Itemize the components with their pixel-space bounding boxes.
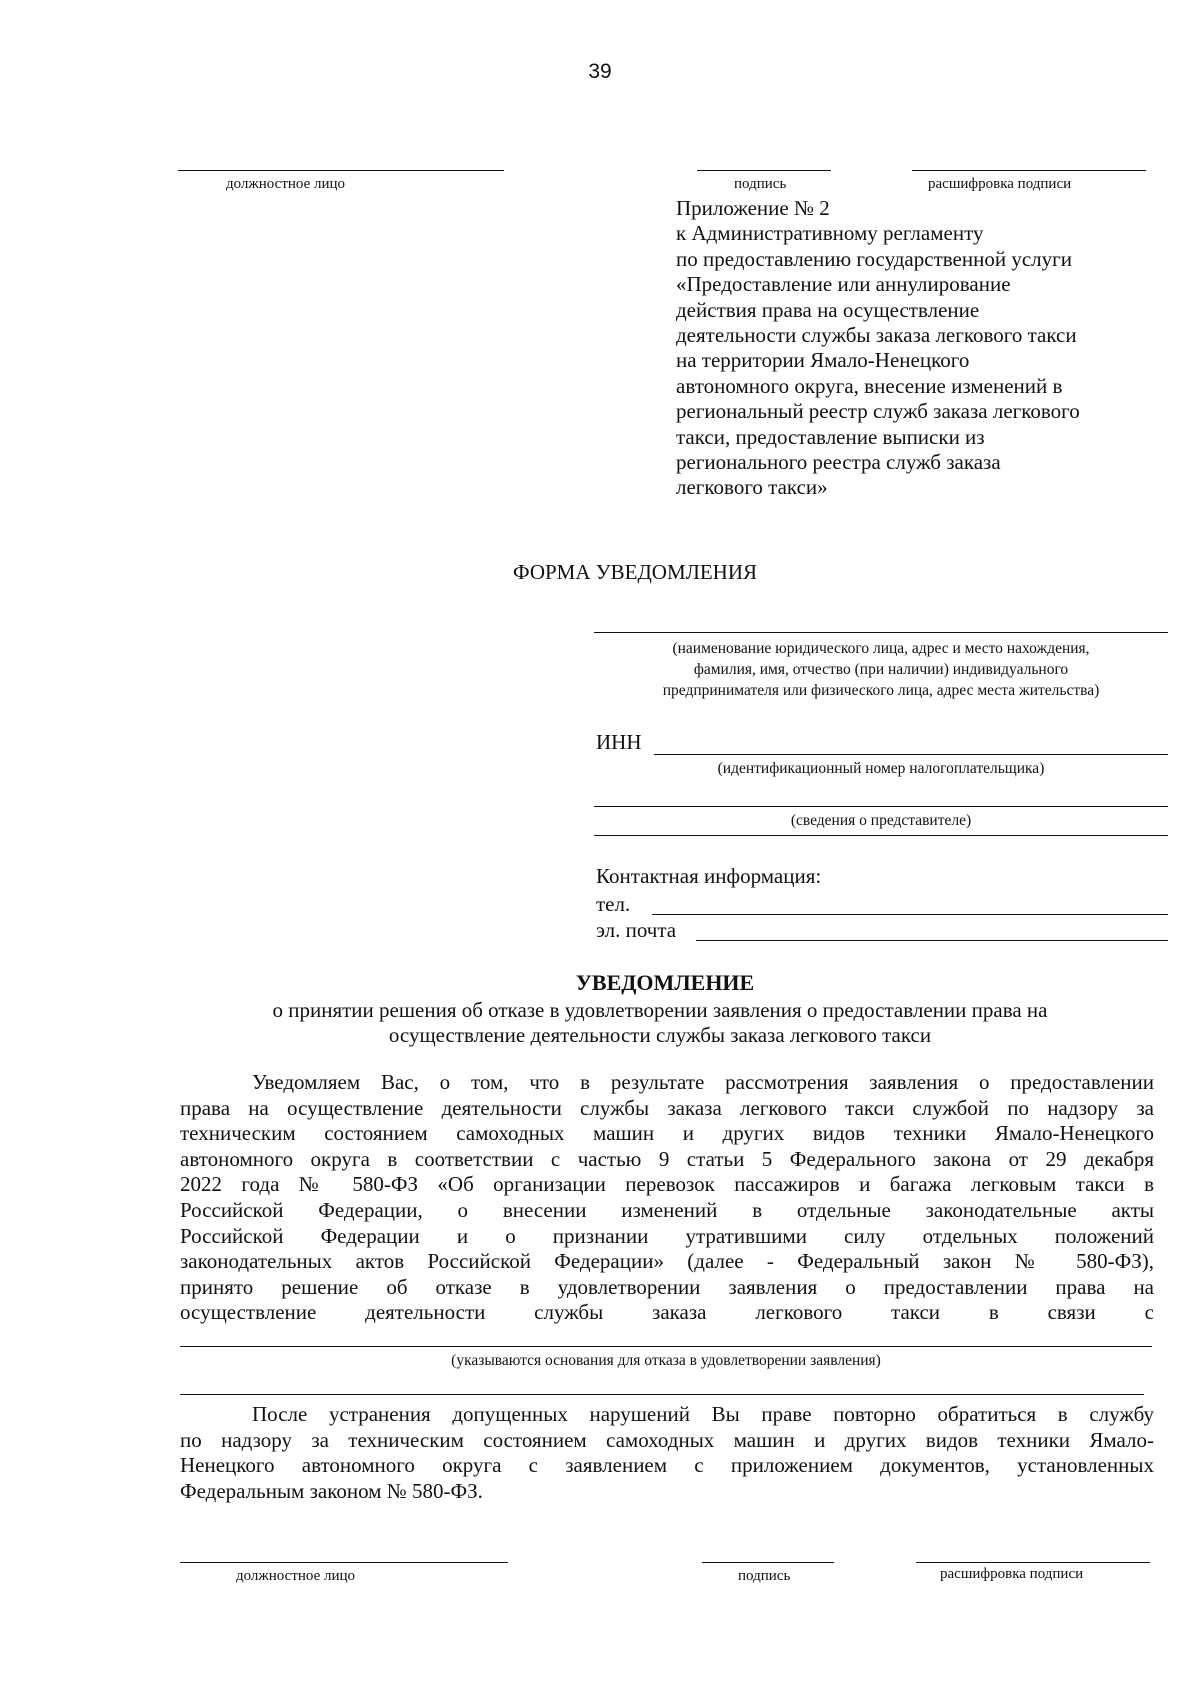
body-line: автономного округа в соответствии с частью 9 статьи 5 Федерального закона от 29 декабря [180,1146,1154,1171]
followup-line: Федеральным законом № 580-ФЗ. [180,1478,483,1503]
signature-caption: подпись [734,176,787,192]
appendix-line: к Административному регламенту [676,221,984,246]
followup-line: по надзору за техническим состоянием самоходных машин и других видов техники Ямало- [180,1427,1154,1452]
body-word: заказа [652,1300,707,1325]
tel-label: тел. [596,892,631,916]
refusal-reason-line[interactable] [180,1346,1152,1347]
appendix-line: регионального реестра служб заказа [676,450,1001,475]
official-caption: должностное лицо [236,1568,356,1584]
decoding-caption: расшифровка подписи [928,176,1072,192]
body-line: права на осуществление деятельности службы заказа легкового такси службой по надзору за [180,1095,1154,1120]
notice-followup-paragraph [180,1402,1154,1504]
body-word: осуществление [180,1300,317,1325]
recipient-caption-line: предпринимателя или физического лица, адрес места жительства) [662,682,1100,699]
appendix-line: деятельности службы заказа легкового такси [676,323,1077,348]
official-signature-line[interactable] [180,1562,508,1563]
form-title: ФОРМА УВЕДОМЛЕНИЯ [512,560,758,584]
body-word: легкового [755,1300,843,1325]
signature-line[interactable] [702,1562,834,1563]
email-label: эл. почта [596,918,677,942]
decoding-signature-line[interactable] [916,1562,1150,1563]
recipient-caption-line: фамилия, имя, отчество (при наличии) индивидуального [693,661,1069,678]
representative-line[interactable] [594,806,1168,807]
notice-title: УВЕДОМЛЕНИЕ [575,970,755,995]
appendix-header [676,196,1176,501]
body-word: в [988,1300,999,1325]
official-signature-line[interactable] [178,170,504,171]
body-line: Уведомляем Вас, о том, что в результате рассмотрения заявления о предоставлении [252,1070,1154,1094]
appendix-line: действия права на осуществление [676,297,980,322]
representative-caption: (сведения о представителе) [790,812,972,829]
appendix-line: «Предоставление или аннулирование [676,272,1011,297]
page-number: 39 [588,60,612,83]
appendix-line: по предоставлению государственной услуги [676,246,1072,271]
body-line: принято решение об отказе в удовлетворении заявления о предоставлении права на [180,1274,1154,1299]
official-caption: должностное лицо [226,176,346,192]
email-input-line[interactable] [696,940,1168,941]
body-line-last [180,1300,1154,1326]
decoding-signature-line[interactable] [912,170,1146,171]
notice-subtitle-line: осуществление деятельности службы заказа легкового такси [388,1023,932,1047]
representative-underline [594,835,1168,836]
contact-info-label: Контактная информация: [596,864,822,888]
appendix-line: на территории Ямало-Ненецкого [676,348,970,373]
notice-subtitle [200,998,1120,1048]
body-word: с [1144,1300,1154,1325]
inn-caption: (идентификационный номер налогоплательщика) [717,760,1045,777]
inn-input-line[interactable] [654,754,1168,755]
appendix-line: автономного округа, внесение изменений в [676,373,1063,398]
body-word: деятельности [365,1300,486,1325]
inn-label: ИНН [596,730,642,754]
body-line: Российской Федерации, о внесении изменений в отдельные законодательные акты [180,1197,1154,1222]
body-line: Российской Федерации и о признании утратившими силу отдельных положений [180,1223,1154,1248]
refusal-reason-line-2[interactable] [180,1394,1144,1395]
tel-input-line[interactable] [652,914,1168,915]
appendix-line: региональный реестр служб заказа легкового [676,399,1080,424]
refusal-reason-caption: (указываются основания для отказа в удовлетворении заявления) [451,1352,881,1369]
notice-body-paragraph [180,1070,1154,1326]
body-line: 2022 года № 580-ФЗ «Об организации перевозок пассажиров и багажа легковым такси в [180,1172,1154,1197]
recipient-caption [594,638,1168,701]
body-word: службы [534,1300,604,1325]
signature-line[interactable] [697,170,831,171]
appendix-line: легкового такси» [676,475,828,500]
appendix-line: такси, предоставление выписки из [676,424,985,449]
decoding-caption: расшифровка подписи [940,1566,1084,1582]
recipient-name-line[interactable] [594,632,1168,633]
body-word: такси [891,1300,941,1325]
followup-line: Ненецкого автономного округа с заявлением с приложением документов, установленных [180,1453,1154,1478]
signature-caption: подпись [738,1568,791,1584]
followup-line: После устранения допущенных нарушений Вы праве повторно обратиться в службу [252,1402,1154,1426]
recipient-caption-line: (наименование юридического лица, адрес и место нахождения, [672,640,1090,657]
appendix-line: Приложение № 2 [676,196,830,220]
body-line: техническим состоянием самоходных машин и других видов техники Ямало-Ненецкого [180,1121,1154,1146]
notice-subtitle-line: о принятии решения об отказе в удовлетворении заявления о предоставлении права на [272,998,1048,1022]
body-line: законодательных актов Российской Федерации» (далее - Федеральный закон № 580-ФЗ), [180,1249,1154,1274]
body-word: связи [1047,1300,1096,1325]
